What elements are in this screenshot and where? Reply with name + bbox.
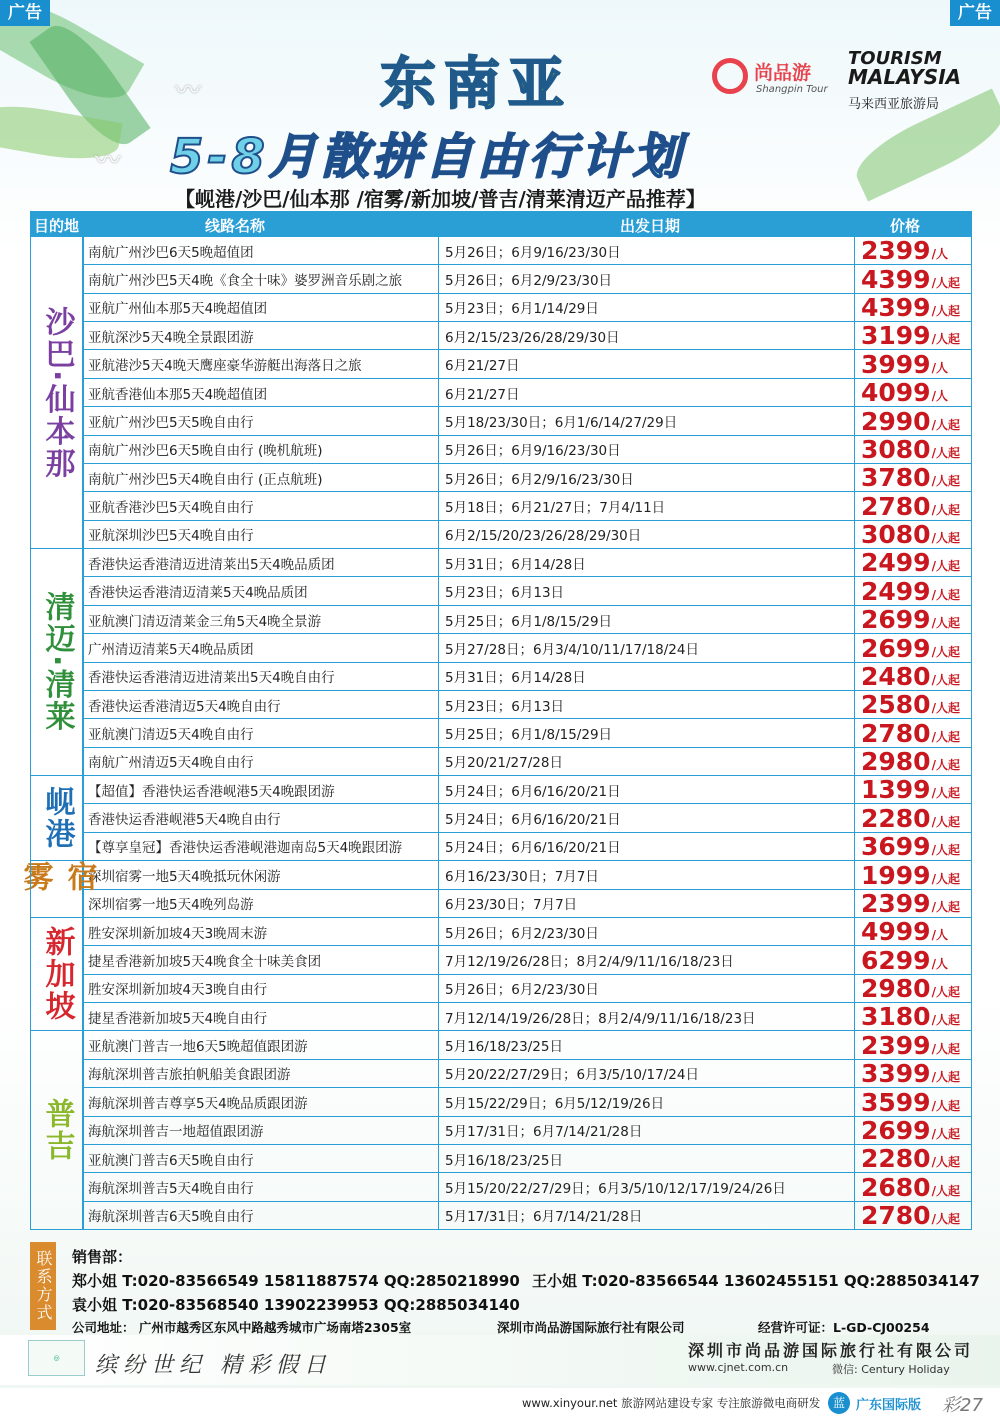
edition-label: 广东国际版 xyxy=(856,1398,922,1413)
price-value: 2680 xyxy=(861,1172,931,1202)
price-unit: /人起 xyxy=(931,445,960,460)
shangpin-logo xyxy=(712,48,862,103)
price-unit: /人起 xyxy=(931,786,960,801)
main-subtitle-title: 5-8月散拼自由行计划 xyxy=(170,129,685,185)
departure-dates: 6月16/23/30日；7月7日 xyxy=(439,861,855,888)
route-name: 广州清迈清莱5天4晚品质团 xyxy=(83,634,439,661)
departure-dates: 5月17/31日；6月7/14/21/28日 xyxy=(439,1117,855,1144)
route-name: 亚航深圳沙巴5天4晚自由行 xyxy=(83,521,439,548)
price-value: 1999 xyxy=(861,860,931,890)
price-value: 3080 xyxy=(861,434,931,464)
route-name: 海航深圳普吉尊享5天4晚品质跟团游 xyxy=(83,1088,439,1115)
price-value: 2280 xyxy=(861,1144,931,1174)
price-value: 1399 xyxy=(861,775,931,805)
departure-dates: 5月18/23/30日；6月1/6/14/27/29日 xyxy=(439,407,855,434)
price-value: 3699 xyxy=(861,832,931,862)
shangpin-logo-name: 尚品游 xyxy=(754,62,812,84)
price-value: 2699 xyxy=(861,633,931,663)
route-name: 海航深圳普吉5天4晚自由行 xyxy=(83,1173,439,1200)
departure-dates: 7月12/14/19/26/28日；8月2/4/9/11/16/18/23日 xyxy=(439,1003,855,1030)
price-unit: /人起 xyxy=(931,616,960,631)
price-value: 4399 xyxy=(861,293,931,323)
slogan: 缤纷世纪 精彩假日 xyxy=(95,1353,332,1378)
departure-dates: 5月24日；6月6/16/20/21日 xyxy=(439,833,855,860)
route-name: 捷星香港新加坡5天4晚自由行 xyxy=(83,1003,439,1030)
sales-dept-label: 销售部： xyxy=(72,1248,133,1266)
route-name: 香港快运香港清迈5天4晚自由行 xyxy=(83,691,439,718)
route-name: 亚航香港仙本那5天4晚超值团 xyxy=(83,379,439,406)
col-header-price: 价格 xyxy=(890,217,921,235)
departure-dates: 5月31日；6月14/28日 xyxy=(439,549,855,576)
price-value: 4099 xyxy=(861,378,931,408)
price-unit: /人 xyxy=(931,247,948,262)
route-name: 【尊享皇冠】香港快运香港岘港迦南岛5天4晚跟团游 xyxy=(83,833,439,860)
destination-list-subtitle: 【岘港/沙巴/仙本那 /宿雾/新加坡/普吉/清莱清迈产品推荐】 xyxy=(175,187,706,211)
departure-dates: 5月27/28日；6月3/4/10/11/17/18/24日 xyxy=(439,634,855,661)
contact-line-zheng: 郑小姐 T:020-83566549 15811887574 QQ:2850218990 xyxy=(72,1272,520,1290)
contact-tag: 联系方式 xyxy=(30,1242,56,1330)
route-name: 南航广州沙巴5天4晚自由行 (正点航班) xyxy=(83,464,439,491)
route-name: 胜安深圳新加坡4天3晚周末游 xyxy=(83,918,439,945)
price-value: 4999 xyxy=(861,917,931,947)
shangpin-logo-en: Shangpin Tour xyxy=(756,84,828,95)
price-unit: /人起 xyxy=(931,871,960,886)
col-header-destination: 目的地 xyxy=(34,217,80,235)
logo-malaysia-text: MALAYSIA xyxy=(848,65,962,89)
departure-dates: 5月16/18/23/25日 xyxy=(439,1145,855,1172)
price-value: 3399 xyxy=(861,1059,931,1089)
price-value: 2480 xyxy=(861,661,931,691)
departure-dates: 5月24日；6月6/16/20/21日 xyxy=(439,804,855,831)
price-unit: /人起 xyxy=(931,417,960,432)
price-value: 2780 xyxy=(861,491,931,521)
departure-dates: 5月20/22/27/29日；6月3/5/10/17/24日 xyxy=(439,1060,855,1087)
footer-website[interactable]: www.cjnet.com.cn xyxy=(688,1361,789,1374)
route-name: 【超值】香港快运香港岘港5天4晚跟团游 xyxy=(83,776,439,803)
company-name: 深圳市尚品游国际旅行社有限公司 xyxy=(497,1320,685,1335)
price-unit: /人起 xyxy=(931,587,960,602)
departure-dates: 5月23日；6月13日 xyxy=(439,691,855,718)
footer-wechat: 微信: Century Holiday xyxy=(832,1363,950,1376)
destination-label: 新加坡 xyxy=(39,926,75,1023)
price-value: 3599 xyxy=(861,1087,931,1117)
price-value: 2399 xyxy=(861,236,931,266)
price-value: 2499 xyxy=(861,548,931,578)
route-name: 海航深圳普吉旅拍帆船美食跟团游 xyxy=(83,1060,439,1087)
price-value: 2280 xyxy=(861,803,931,833)
route-name: 香港快运香港清迈进清莱出5天4晚品质团 xyxy=(83,549,439,576)
destination-label: 宿雾 xyxy=(17,861,97,894)
seagull-icon: 〰 xyxy=(95,146,122,176)
route-name: 亚航广州仙本那5天4晚超值团 xyxy=(83,294,439,321)
price-value: 2780 xyxy=(861,718,931,748)
price-unit: /人起 xyxy=(931,474,960,489)
shangpin-logo-icon xyxy=(712,58,748,94)
price-unit: /人起 xyxy=(931,1098,960,1113)
route-name: 亚航深沙5天4晚全景跟团游 xyxy=(83,322,439,349)
price-unit: /人起 xyxy=(931,559,960,574)
route-name: 香港快运香港岘港5天4晚自由行 xyxy=(83,804,439,831)
price-value: 2780 xyxy=(861,1200,931,1230)
col-header-route: 线路名称 xyxy=(205,217,266,235)
route-name: 南航广州清迈5天4晚自由行 xyxy=(83,748,439,775)
price-unit: /人起 xyxy=(931,531,960,546)
route-name: 亚航广州沙巴5天5晚自由行 xyxy=(83,407,439,434)
price-unit: /人起 xyxy=(931,1211,960,1226)
logo-tourism-text: TOURISM xyxy=(848,48,942,69)
ad-label-right: 广告 xyxy=(950,0,1000,26)
ad-label-left: 广告 xyxy=(0,0,50,26)
destination-label: 岘港 xyxy=(39,786,75,851)
page-number: 彩27 xyxy=(942,1395,983,1416)
departure-dates: 5月26日；6月2/23/30日 xyxy=(439,975,855,1002)
route-name: 南航广州沙巴6天5晚超值团 xyxy=(83,237,439,264)
price-unit: /人 xyxy=(931,928,948,943)
price-value: 3780 xyxy=(861,463,931,493)
seagull-icon: 〰 xyxy=(175,76,202,106)
route-name: 胜安深圳新加坡4天3晚自由行 xyxy=(83,975,439,1002)
price-unit: /人起 xyxy=(931,1070,960,1085)
price-value: 3999 xyxy=(861,349,931,379)
departure-dates: 6月21/27日 xyxy=(439,379,855,406)
price-unit: /人起 xyxy=(931,1041,960,1056)
table-border xyxy=(30,211,972,1230)
price-unit: /人起 xyxy=(931,644,960,659)
departure-dates: 5月18日；6月21/27日；7月4/11日 xyxy=(439,492,855,519)
departure-dates: 5月25日；6月1/8/15/29日 xyxy=(439,606,855,633)
destination-label: 沙巴·仙本那 xyxy=(39,305,75,480)
price-value: 2980 xyxy=(861,747,931,777)
departure-dates: 5月25日；6月1/8/15/29日 xyxy=(439,719,855,746)
price-unit: /人起 xyxy=(931,1155,960,1170)
price-unit: /人起 xyxy=(931,332,960,347)
price-value: 2499 xyxy=(861,576,931,606)
price-value: 2699 xyxy=(861,605,931,635)
logo-malaysia-cn: 马来西亚旅游局 xyxy=(848,97,940,112)
route-name: 深圳宿雾一地5天4晚列岛游 xyxy=(83,890,439,917)
company-address: 公司地址： 广州市越秀区东风中路越秀城市广场南塔2305室 xyxy=(72,1320,412,1335)
departure-dates: 5月31日；6月14/28日 xyxy=(439,663,855,690)
price-unit: /人起 xyxy=(931,1126,960,1141)
price-value: 3080 xyxy=(861,520,931,550)
price-value: 3180 xyxy=(861,1002,931,1032)
departure-dates: 5月20/21/27/28日 xyxy=(439,748,855,775)
departure-dates: 5月24日；6月6/16/20/21日 xyxy=(439,776,855,803)
price-value: 2580 xyxy=(861,690,931,720)
departure-dates: 7月12/19/26/28日；8月2/4/9/11/16/18/23日 xyxy=(439,946,855,973)
price-value: 4399 xyxy=(861,264,931,294)
price-unit: /人起 xyxy=(931,843,960,858)
route-name: 亚航澳门普吉一地6天5晚超值跟团游 xyxy=(83,1031,439,1058)
route-name: 海航深圳普吉6天5晚自由行 xyxy=(83,1202,439,1229)
route-name: 香港快运香港清迈进清莱出5天4晚自由行 xyxy=(83,663,439,690)
contact-line-yuan: 袁小姐 T:020-83568540 13902239953 QQ:2885034140 xyxy=(72,1296,520,1314)
price-value: 3199 xyxy=(861,321,931,351)
departure-dates: 5月15/20/22/27/29日；6月3/5/10/12/17/19/24/26日 xyxy=(439,1173,855,1200)
col-header-dates: 出发日期 xyxy=(620,217,681,235)
tourism-malaysia-logo xyxy=(848,48,998,118)
departure-dates: 5月23日；6月13日 xyxy=(439,577,855,604)
price-unit: /人 xyxy=(931,956,948,971)
departure-dates: 6月2/15/23/26/28/29/30日 xyxy=(439,322,855,349)
route-name: 亚航澳门清迈清莱金三角5天4晚全景游 xyxy=(83,606,439,633)
route-name: 捷星香港新加坡5天4晚食全十味美食团 xyxy=(83,946,439,973)
route-name: 亚航澳门普吉6天5晚自由行 xyxy=(83,1145,439,1172)
price-unit: /人起 xyxy=(931,729,960,744)
price-value: 2399 xyxy=(861,888,931,918)
price-value: 2699 xyxy=(861,1115,931,1145)
price-unit: /人起 xyxy=(931,985,960,1000)
departure-dates: 5月26日；6月2/23/30日 xyxy=(439,918,855,945)
century-holiday-logo-icon: ◎ xyxy=(28,1340,85,1376)
price-value: 2399 xyxy=(861,1030,931,1060)
price-value: 6299 xyxy=(861,945,931,975)
price-value: 2980 xyxy=(861,974,931,1004)
departure-dates: 5月15/22/29日；6月5/12/19/26日 xyxy=(439,1088,855,1115)
route-name: 海航深圳普吉一地超值跟团游 xyxy=(83,1117,439,1144)
departure-dates: 5月26日；6月2/9/16/23/30日 xyxy=(439,464,855,491)
price-unit: /人起 xyxy=(931,672,960,687)
route-name: 南航广州沙巴6天5晚自由行 (晚机航班) xyxy=(83,436,439,463)
departure-dates: 6月21/27日 xyxy=(439,350,855,377)
footer-company-name: 深圳市尚品游国际旅行社有限公司 xyxy=(688,1341,974,1360)
price-unit: /人起 xyxy=(931,1013,960,1028)
destination-label: 普吉 xyxy=(39,1098,75,1163)
main-title: 东南亚 xyxy=(380,52,572,117)
bottom-bar xyxy=(0,1388,1000,1417)
license-number: 经营许可证：L-GD-CJ00254 xyxy=(758,1320,930,1335)
departure-dates: 5月17/31日；6月7/14/21/28日 xyxy=(439,1202,855,1229)
departure-dates: 6月2/15/20/23/26/28/29/30日 xyxy=(439,521,855,548)
departure-dates: 5月26日；6月9/16/23/30日 xyxy=(439,237,855,264)
departure-dates: 6月23/30日；7月7日 xyxy=(439,890,855,917)
price-unit: /人起 xyxy=(931,814,960,829)
xinyour-site-line[interactable]: www.xinyour.net 旅游网站建设专家 专注旅游微电商研发 xyxy=(522,1396,821,1410)
price-unit: /人起 xyxy=(931,304,960,319)
price-unit: /人起 xyxy=(931,1183,960,1198)
price-unit: /人起 xyxy=(931,275,960,290)
route-name: 香港快运香港清迈清莱5天4晚品质团 xyxy=(83,577,439,604)
route-name: 南航广州沙巴5天4晚《食全十味》婆罗洲音乐剧之旅 xyxy=(83,265,439,292)
departure-dates: 5月26日；6月9/16/23/30日 xyxy=(439,436,855,463)
price-unit: /人起 xyxy=(931,701,960,716)
price-value: 2990 xyxy=(861,406,931,436)
price-unit: /人 xyxy=(931,360,948,375)
edition-badge: 蓝 xyxy=(828,1392,850,1414)
route-name: 亚航澳门清迈5天4晚自由行 xyxy=(83,719,439,746)
price-unit: /人起 xyxy=(931,899,960,914)
route-name: 亚航香港沙巴5天4晚自由行 xyxy=(83,492,439,519)
departure-dates: 5月23日；6月1/14/29日 xyxy=(439,294,855,321)
price-unit: /人起 xyxy=(931,758,960,773)
price-unit: /人起 xyxy=(931,502,960,517)
route-name: 深圳宿雾一地5天4晚抵玩休闲游 xyxy=(83,861,439,888)
route-name: 亚航港沙5天4晚天鹰座豪华游艇出海落日之旅 xyxy=(83,350,439,377)
price-unit: /人 xyxy=(931,389,948,404)
departure-dates: 5月16/18/23/25日 xyxy=(439,1031,855,1058)
contact-line-wang: 王小姐 T:020-83566544 13602455151 QQ:2885034147 xyxy=(532,1272,980,1290)
destination-label: 清迈·清莱 xyxy=(39,591,75,733)
departure-dates: 5月26日；6月2/9/23/30日 xyxy=(439,265,855,292)
